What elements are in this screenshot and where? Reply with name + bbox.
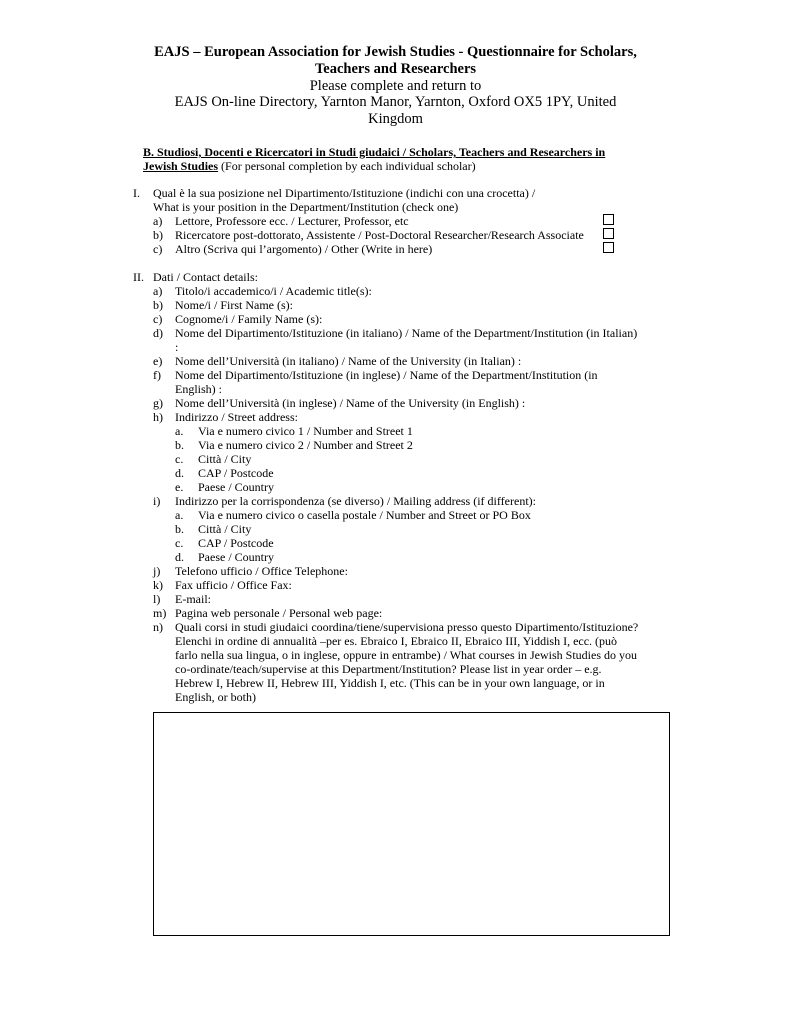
q2-h-sub-letter: b. bbox=[175, 438, 184, 452]
q2-h-sub-letter: c. bbox=[175, 452, 184, 466]
q2-i-sub-letter: b. bbox=[175, 522, 184, 536]
q2-e-label: Nome dell’Università (in italiano) / Name of the University (in Italian) : bbox=[175, 354, 522, 368]
q2-c-label: Cognome/i / Family Name (s): bbox=[175, 312, 323, 326]
q2-l-label: E-mail: bbox=[175, 592, 211, 606]
q2-h-sub-letter: e. bbox=[175, 480, 184, 494]
q2-b-label: Nome/i / First Name (s): bbox=[175, 298, 293, 312]
q2-k-label: Fax ufficio / Office Fax: bbox=[175, 578, 292, 592]
q2-i-sub-letter: a. bbox=[175, 508, 184, 522]
q2-i-sub-label: Via e numero civico o casella postale / Number and Street or PO Box bbox=[198, 508, 531, 522]
q2-h-sub-label: Paese / Country bbox=[198, 480, 274, 494]
q2-k-letter: k) bbox=[153, 578, 163, 592]
q2-i-sub-label: CAP / Postcode bbox=[198, 536, 274, 550]
q2-n-text-line: English, or both) bbox=[175, 690, 256, 704]
q2-h-sub-label: Via e numero civico 1 / Number and Street 1 bbox=[198, 424, 413, 438]
q1-option-b-letter: b) bbox=[153, 228, 163, 242]
section-b-heading-line-1: B. Studiosi, Docenti e Ricercatori in Studi giudaici / Scholars, Teachers and Researchers in bbox=[143, 145, 606, 159]
q2-f-letter: f) bbox=[153, 368, 161, 382]
page-title-line-1: EAJS – European Association for Jewish Studies - Questionnaire for Scholars, bbox=[154, 44, 637, 60]
q1-option-c-letter: c) bbox=[153, 242, 163, 256]
q2-i-sub-label: Paese / Country bbox=[198, 550, 274, 564]
q2-m-label: Pagina web personale / Personal web page: bbox=[175, 606, 383, 620]
q2-n-text-line: Elenchi in ordine di annualità –per es. Ebraico I, Ebraico II, Ebraico III, Yiddish I, ecc. (può bbox=[175, 634, 618, 648]
q1-option-a-checkbox[interactable] bbox=[603, 214, 614, 225]
q2-n-text-line: co-ordinate/teach/supervise at this Department/Institution? Please list in year order – e.g. bbox=[175, 662, 602, 676]
q2-i-letter: i) bbox=[153, 494, 161, 508]
q2-i-sub-label: Città / City bbox=[198, 522, 252, 536]
courses-answer-box[interactable] bbox=[153, 712, 670, 936]
return-instruction: Please complete and return to bbox=[309, 78, 482, 94]
q2-h-sub-letter: d. bbox=[175, 466, 184, 480]
q2-n-letter: n) bbox=[153, 620, 163, 634]
return-address-line-2: Kingdom bbox=[368, 111, 423, 127]
q2-f-label: Nome del Dipartimento/Istituzione (in inglese) / Name of the Department/Institution (in bbox=[175, 368, 598, 382]
return-address-line-1: EAJS On-line Directory, Yarnton Manor, Yarnton, Oxford OX5 1PY, United bbox=[174, 94, 617, 110]
q2-h-sub-label: CAP / Postcode bbox=[198, 466, 274, 480]
q2-b-letter: b) bbox=[153, 298, 163, 312]
q2-n-text-line: Hebrew I, Hebrew II, Hebrew III, Yiddish I, etc. (This can be in your own language, or in bbox=[175, 676, 605, 690]
q2-d-letter: d) bbox=[153, 326, 163, 340]
section-b-heading-line-2 bbox=[143, 159, 476, 173]
q2-d-label-cont: : bbox=[175, 340, 179, 354]
q2-h-sub-letter: a. bbox=[175, 424, 184, 438]
q2-m-letter: m) bbox=[153, 606, 167, 620]
q2-i-sub-letter: c. bbox=[175, 536, 184, 550]
q2-e-letter: e) bbox=[153, 354, 163, 368]
q1-option-b-label: Ricercatore post-dottorato, Assistente / Post-Doctoral Researcher/Research Associate bbox=[175, 228, 584, 242]
q2-a-label: Titolo/i accademico/i / Academic title(s): bbox=[175, 284, 372, 298]
q1-option-c-checkbox[interactable] bbox=[603, 242, 614, 253]
q1-number: I. bbox=[133, 186, 140, 200]
q2-h-label: Indirizzo / Street address: bbox=[175, 410, 298, 424]
q2-j-letter: j) bbox=[153, 564, 161, 578]
q2-d-label: Nome del Dipartimento/Istituzione (in italiano) / Name of the Department/Institution (in Italian) bbox=[175, 326, 638, 340]
q1-option-c-label: Altro (Scriva qui l’argomento) / Other (Write in here) bbox=[175, 242, 433, 256]
section-b-heading-underlined: Jewish Studies bbox=[143, 159, 219, 173]
q1-option-a-label: Lettore, Professore ecc. / Lecturer, Professor, etc bbox=[175, 214, 409, 228]
q2-h-letter: h) bbox=[153, 410, 163, 424]
q2-n-text-line: Quali corsi in studi giudaici coordina/tiene/supervisiona presso questo Dipartimento/Istituzione? bbox=[175, 620, 639, 634]
q2-i-label: Indirizzo per la corrispondenza (se diverso) / Mailing address (if different): bbox=[175, 494, 536, 508]
q2-g-letter: g) bbox=[153, 396, 163, 410]
q2-a-letter: a) bbox=[153, 284, 163, 298]
q2-c-letter: c) bbox=[153, 312, 163, 326]
q2-h-sub-label: Via e numero civico 2 / Number and Street 2 bbox=[198, 438, 413, 452]
section-b-heading-note: (For personal completion by each individual scholar) bbox=[218, 159, 476, 173]
q2-j-label: Telefono ufficio / Office Telephone: bbox=[175, 564, 348, 578]
q2-l-letter: l) bbox=[153, 592, 161, 606]
q1-question-line-2: What is your position in the Department/Institution (check one) bbox=[153, 200, 459, 214]
q1-option-b-checkbox[interactable] bbox=[603, 228, 614, 239]
q2-number: II. bbox=[133, 270, 144, 284]
q2-i-sub-letter: d. bbox=[175, 550, 184, 564]
page-title-line-2: Teachers and Researchers bbox=[314, 61, 477, 77]
q1-option-a-letter: a) bbox=[153, 214, 163, 228]
q2-n-text-line: farlo nella sua lingua, o in inglese, oppure in entrambe) / What courses in Jewish Studies do you bbox=[175, 648, 638, 662]
q2-g-label: Nome dell’Università (in inglese) / Name of the University (in English) : bbox=[175, 396, 526, 410]
q1-question-line-1: Qual è la sua posizione nel Dipartimento/Istituzione (indichi con una crocetta) / bbox=[153, 186, 536, 200]
q2-title: Dati / Contact details: bbox=[153, 270, 258, 284]
q2-f-label-cont: English) : bbox=[175, 382, 222, 396]
q2-h-sub-label: Città / City bbox=[198, 452, 252, 466]
